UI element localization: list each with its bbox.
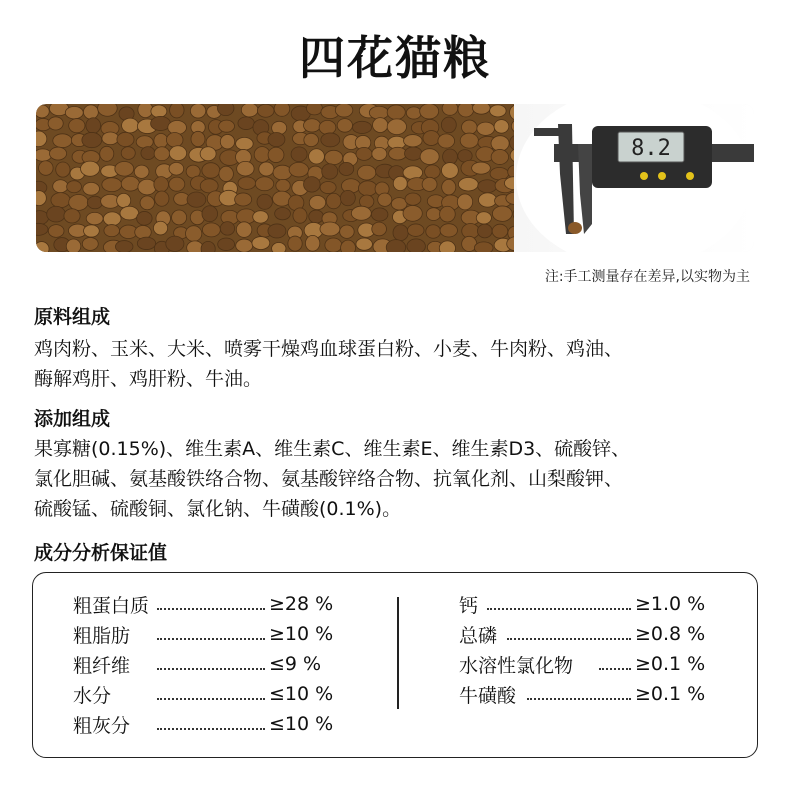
additives-line: 硫酸锰、硫酸铜、氯化钠、牛磺酸(0.1%)。 <box>34 498 402 520</box>
page-title: 四花猫粮 <box>299 31 491 85</box>
nutrient-value: ≥1.0 % <box>635 593 706 615</box>
analysis-left-column <box>73 589 333 739</box>
leader-dots <box>157 666 265 670</box>
nutrient-value: ≤9 % <box>269 653 322 675</box>
additives-line: 氯化胆碱、氨基酸铁络合物、氨基酸锌络合物、抗氧化剂、山梨酸钾、 <box>34 468 624 490</box>
additives-line: 果寡糖(0.15%)、维生素A、维生素C、维生素E、维生素D3、硫酸锌、 <box>34 438 631 460</box>
nutrient-name: 粗脂肪 <box>73 624 131 647</box>
leader-dots <box>157 726 265 730</box>
ingredients-heading: 原料组成 <box>34 306 111 328</box>
additives-text <box>34 434 764 524</box>
caliper-reading: 8.2 <box>631 136 671 161</box>
leader-dots <box>487 606 631 610</box>
additives-heading: 添加组成 <box>34 408 111 430</box>
leader-dots <box>157 696 265 700</box>
nutrient-name: 粗灰分 <box>73 714 131 737</box>
ingredients-line: 酶解鸡肝、鸡肝粉、牛油。 <box>34 368 263 390</box>
analysis-heading: 成分分析保证值 <box>34 542 168 564</box>
analysis-row <box>459 649 705 679</box>
ingredients-line: 鸡肉粉、玉米、大米、喷雾干燥鸡血球蛋白粉、小麦、牛肉粉、鸡油、 <box>34 338 624 360</box>
analysis-table <box>32 572 758 758</box>
kibble-texture <box>36 104 514 252</box>
nutrient-name: 水溶性氯化物 <box>459 654 574 677</box>
nutrient-value: ≥0.1 % <box>635 653 706 675</box>
analysis-row <box>459 589 705 619</box>
caliper-icon <box>514 104 754 252</box>
nutrient-value: ≤10 % <box>269 683 334 705</box>
leader-dots <box>157 606 265 610</box>
product-banner <box>36 104 754 252</box>
nutrient-name: 水分 <box>73 684 112 707</box>
nutrient-value: ≥10 % <box>269 623 334 645</box>
analysis-row <box>73 589 333 619</box>
nutrient-value: ≥28 % <box>269 593 334 615</box>
leader-dots <box>507 636 631 640</box>
analysis-row <box>73 679 333 709</box>
analysis-right-column <box>459 589 705 709</box>
kibble-photo <box>36 104 514 252</box>
column-divider <box>397 597 399 709</box>
measurement-note: 注:手工测量存在差异,以实物为主 <box>544 269 750 285</box>
analysis-row <box>459 679 705 709</box>
nutrient-name: 牛磺酸 <box>459 684 517 707</box>
leader-dots <box>527 696 631 700</box>
ingredients-text <box>34 334 764 394</box>
leader-dots <box>157 636 265 640</box>
analysis-row <box>73 619 333 649</box>
analysis-row <box>459 619 705 649</box>
caliper-photo <box>514 104 754 252</box>
nutrient-value: ≥0.1 % <box>635 683 706 705</box>
nutrient-name: 总磷 <box>459 624 498 647</box>
nutrient-value: ≥0.8 % <box>635 623 706 645</box>
nutrient-name: 粗纤维 <box>73 654 131 677</box>
leader-dots <box>599 666 631 670</box>
nutrient-value: ≤10 % <box>269 713 334 735</box>
analysis-row <box>73 649 333 679</box>
nutrient-name: 钙 <box>459 594 479 617</box>
analysis-row <box>73 709 333 739</box>
nutrient-name: 粗蛋白质 <box>73 594 150 617</box>
